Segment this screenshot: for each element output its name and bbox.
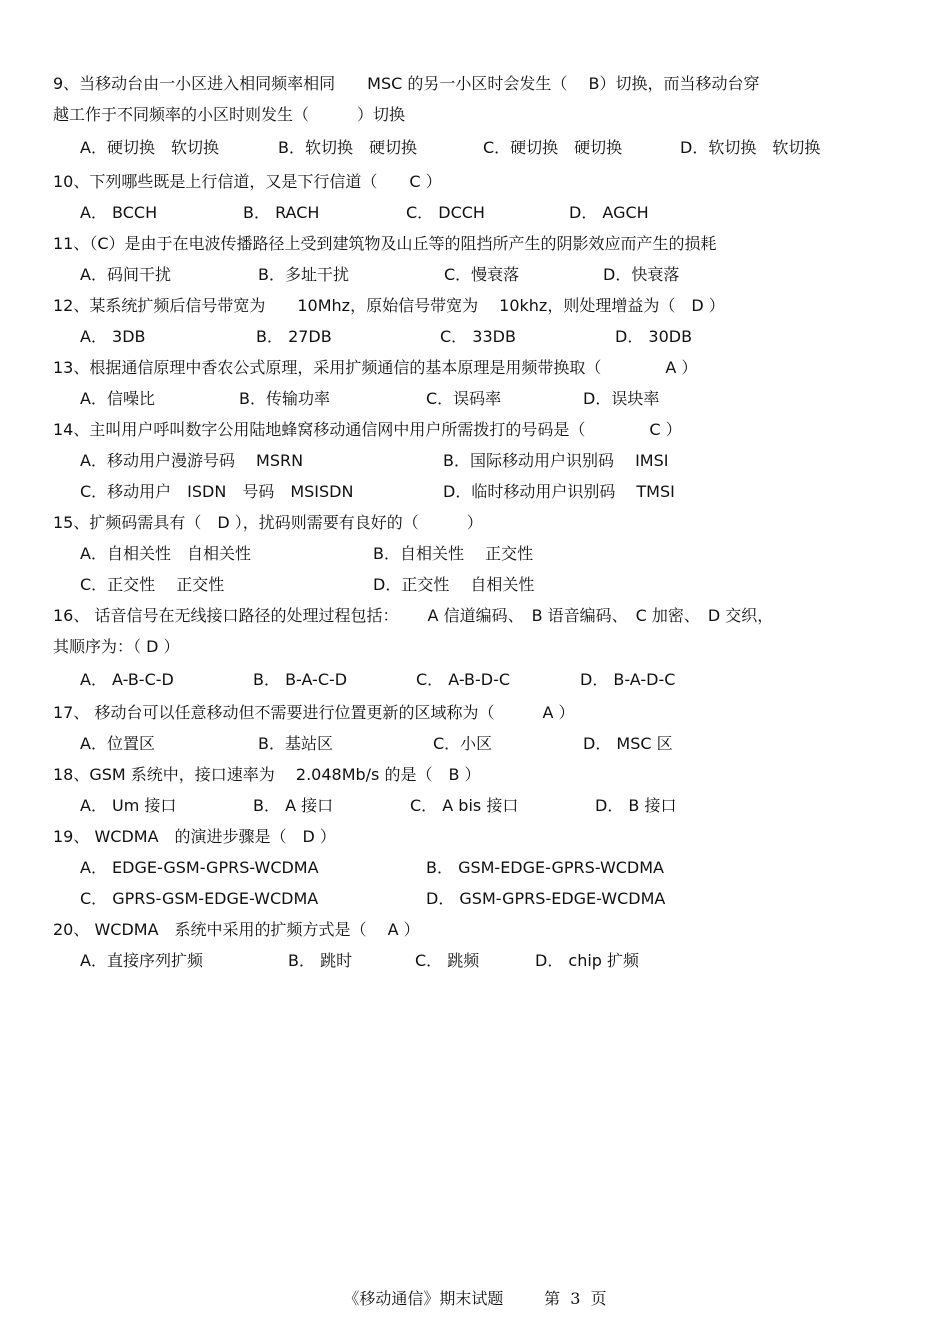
question-stem-line: 11、（C）是由于在电波传播路径上受到建筑物及山丘等的阻挡所产生的阴影效应而产生的损耗: [53, 234, 717, 253]
option-b: B．多址干扰: [258, 265, 349, 284]
options-row: [53, 569, 853, 600]
question-stem-line: 15、扩频码需具有（ D ），扰码则需要有良好的（ ）: [53, 513, 483, 532]
option-b: B． 27DB: [256, 327, 332, 346]
option-b: B．国际移动用户识别码 IMSI: [443, 451, 669, 470]
option-c: C． 跳频: [415, 951, 480, 970]
option-a: A． EDGE-GSM-GPRS-WCDMA: [80, 858, 319, 877]
question-10: [53, 166, 853, 228]
option-c: C．硬切换 硬切换: [483, 138, 623, 157]
option-c: C．移动用户 ISDN 号码 MSISDN: [80, 482, 354, 501]
question-stem-line: 18、GSM 系统中，接口速率为 2.048Mb/s 的是（ B ）: [53, 765, 481, 784]
question-17: [53, 697, 853, 759]
options-row: [53, 852, 853, 883]
options-row: [53, 945, 853, 976]
footer-title: 《移动通信》期末试题: [343, 1289, 504, 1308]
question-stem-line: 越工作于不同频率的小区时则发生（ ）切换: [53, 105, 406, 124]
option-a: A． A-B-C-D: [80, 670, 174, 689]
question-11: [53, 228, 853, 290]
option-d: D． B-A-D-C: [580, 670, 676, 689]
option-a: A．信噪比: [80, 389, 155, 408]
option-c: C． GPRS-GSM-EDGE-WCDMA: [80, 889, 319, 908]
options-row: [53, 538, 853, 569]
question-13: [53, 352, 853, 414]
question-19: [53, 821, 853, 914]
question-stem-line: 19、 WCDMA 的演进步骤是（ D ）: [53, 827, 336, 846]
option-d: D．临时移动用户识别码 TMSI: [443, 482, 675, 501]
page-label-prefix: 第: [544, 1289, 561, 1308]
option-a: A．码间干扰: [80, 265, 171, 284]
option-a: A．位置区: [80, 734, 155, 753]
option-d: D．软切换 软切换: [680, 138, 821, 157]
options-row: [53, 259, 853, 290]
question-20: [53, 914, 853, 976]
page-number: 3: [570, 1289, 581, 1308]
option-d: D． AGCH: [569, 203, 649, 222]
question-9: [53, 68, 853, 166]
option-a: A．自相关性 自相关性: [80, 544, 251, 563]
option-b: B． B-A-C-D: [253, 670, 348, 689]
option-b: B．软切换 硬切换: [278, 138, 417, 157]
option-d: D． GSM-GPRS-EDGE-WCDMA: [426, 889, 666, 908]
option-c: C．误码率: [426, 389, 502, 408]
option-d: D．误块率: [583, 389, 660, 408]
question-stem-line: 9、当移动台由一小区进入相同频率相同 MSC 的另一小区时会发生（ B）切换，而当移动台穿: [53, 74, 760, 93]
options-row: [53, 445, 853, 476]
option-b: B．自相关性 正交性: [373, 544, 534, 563]
question-16: [53, 600, 853, 697]
question-stem-line: 12、某系统扩频后信号带宽为 10Mhz，原始信号带宽为 10khz，则处理增益为（ D ）: [53, 296, 725, 315]
option-b: B．基站区: [258, 734, 333, 753]
options-row: [53, 383, 853, 414]
question-stem-line: 13、根据通信原理中香农公式原理，采用扩频通信的基本原理是用频带换取（ A ）: [53, 358, 698, 377]
options-row: [53, 130, 853, 166]
option-c: C．小区: [433, 734, 493, 753]
question-15: [53, 507, 853, 600]
option-d: D． MSC 区: [583, 734, 673, 753]
options-row: [53, 728, 853, 759]
option-a: A． Um 接口: [80, 796, 177, 815]
option-a: A． BCCH: [80, 203, 158, 222]
option-a: A． 3DB: [80, 327, 146, 346]
options-row: [53, 662, 853, 697]
page-footer: [0, 1286, 950, 1309]
options-row: [53, 790, 853, 821]
question-stem-line: 14、主叫用户呼叫数字公用陆地蜂窝移动通信网中用户所需拨打的号码是（ C ）: [53, 420, 682, 439]
option-b: B． RACH: [243, 203, 320, 222]
option-b: B． GSM-EDGE-GPRS-WCDMA: [426, 858, 665, 877]
option-c: C． A-B-D-C: [416, 670, 511, 689]
option-d: D．快衰落: [603, 265, 680, 284]
option-d: D． 30DB: [615, 327, 693, 346]
option-d: D． chip 扩频: [535, 951, 640, 970]
question-14: [53, 414, 853, 507]
question-stem-line: 17、 移动台可以任意移动但不需要进行位置更新的区域称为（ A ）: [53, 703, 575, 722]
option-b: B．传输功率: [239, 389, 330, 408]
page-label-suffix: 页: [590, 1289, 607, 1308]
options-row: [53, 476, 853, 507]
options-row: [53, 197, 853, 228]
question-12: [53, 290, 853, 352]
option-a: A．硬切换 软切换: [80, 138, 219, 157]
question-stem-line: 20、 WCDMA 系统中采用的扩频方式是（ A ）: [53, 920, 420, 939]
option-c: C．慢衰落: [444, 265, 520, 284]
options-row: [53, 321, 853, 352]
options-row: [53, 883, 853, 914]
option-a: A．直接序列扩频: [80, 951, 203, 970]
option-b: B． A 接口: [253, 796, 334, 815]
option-c: C． DCCH: [406, 203, 485, 222]
question-18: [53, 759, 853, 821]
option-c: C．正交性 正交性: [80, 575, 225, 594]
option-b: B． 跳时: [288, 951, 353, 970]
question-stem-line: 其顺序为：（ D ）: [53, 637, 180, 656]
question-list: [53, 68, 853, 976]
option-c: C． A bis 接口: [410, 796, 519, 815]
option-d: D． B 接口: [595, 796, 677, 815]
option-c: C． 33DB: [440, 327, 516, 346]
question-stem-line: 10、下列哪些既是上行信道，又是下行信道（ C ）: [53, 172, 442, 191]
option-a: A．移动用户漫游号码 MSRN: [80, 451, 304, 470]
question-stem-line: 16、 话音信号在无线接口路径的处理过程包括： A 信道编码、 B 语音编码、 C 加密、 D 交织，: [53, 606, 774, 625]
option-d: D．正交性 自相关性: [373, 575, 535, 594]
